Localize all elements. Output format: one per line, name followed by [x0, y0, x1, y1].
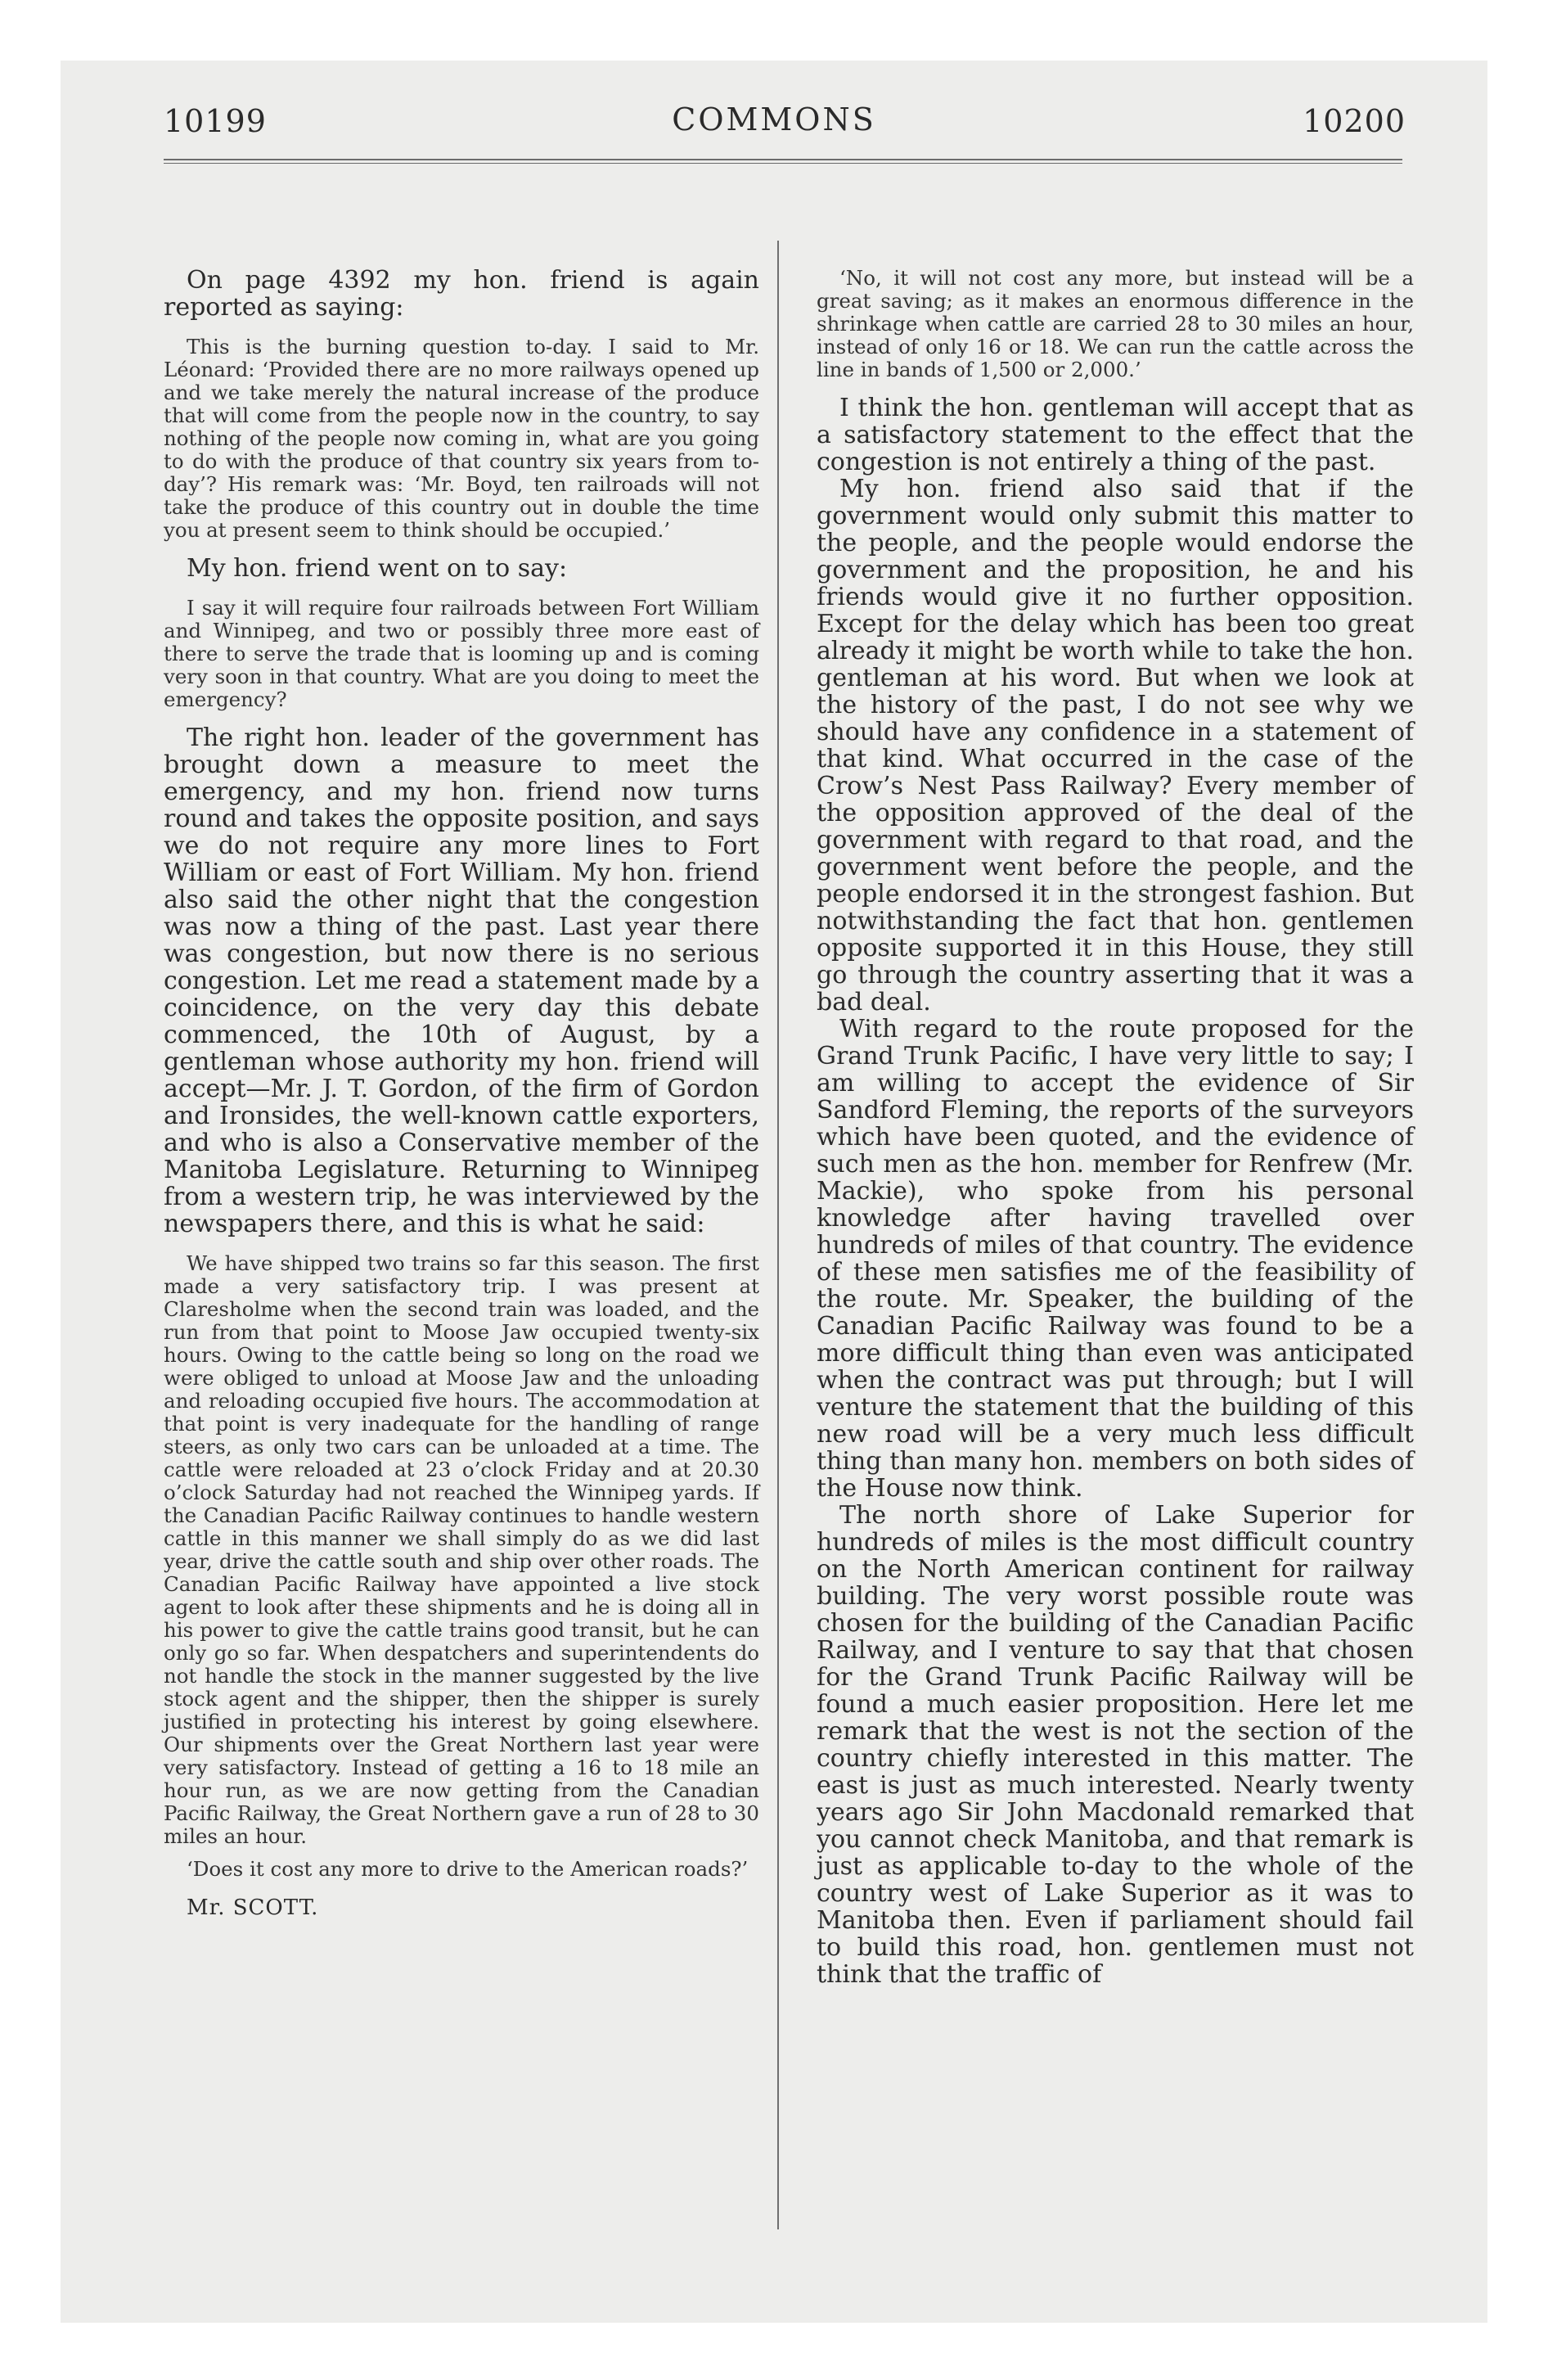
- paragraph: On page 4392 my hon. friend is again reported as saying:: [164, 266, 759, 322]
- paragraph: The north shore of Lake Superior for hundreds of miles is the most difficult country on the North American continent for railway building. The very worst possible route was chosen for the building of the Canadian Pacific Railway, and I venture to say that that chosen for the Grand Trunk Pacific Railway will be found a much easier proposition. Here let me remark that the west is not the section of the country chiefly interested in this matter. The east is just as much interested. Nearly twenty years ago Sir John Macdonald remarked that you cannot check Manitoba, and that remark is just as applicable to-day to the whole of the country west of Lake Superior as it was to Manitoba then. Even if parliament should fail to build this road, hon. gentlemen must not think that the traffic of: [817, 1501, 1414, 1989]
- header-rule-thin: [164, 163, 1402, 164]
- speaker-label: Mr. SCOTT.: [187, 1895, 319, 1920]
- paragraph: The right hon. leader of the government has brought down a measure to meet the emergency, and my hon. friend now turns round and takes the opposite position, and says we do not require any more lines to Fort William or east of Fort William. My hon. friend also said the other night that the congestion was now a thing of the past. Last year there was congestion, but now there is no serious congestion. Let me read a statement made by a coincidence, on the very day this debate commenced, the 10th of August, by a gentleman whose authority my hon. friend will accept—Mr. J. T. Gordon, of the firm of Gordon and Ironsides, the well-known cattle exporters, and who is also a Conservative member of the Manitoba Legislature. Returning to Winnipeg from a western trip, he was interviewed by the newspapers there, and this is what he said:: [164, 723, 759, 1238]
- paragraph: My hon. friend also said that if the government would only submit this matter to the people, and the people would endorse the government and the proposition, he and his friends would give it no further opposition. Except for the delay which has been too great already it might be worth while to take the hon. gentleman at his word. But when we look at the history of the past, I do not see why we should have any confidence in a statement of that kind. What occurred in the case of the Crow’s Nest Pass Railway? Every member of the opposition approved of the deal of the government with regard to that road, and the government went before the people, and the people endorsed it in the strongest fashion. But notwithstanding the fact that hon. gentlemen opposite supported it in this House, they still go through the country asserting that it was a bad deal.: [817, 475, 1414, 1016]
- column-divider: [777, 241, 779, 2229]
- quoted-passage: ‘No, it will not cost any more, but instead will be a great saving; as it makes an enormous difference in the shrinkage when cattle are carried 28 to 30 miles an hour, instead of only 16 or 18. We can run the cattle across the line in bands of 1,500 or 2,000.’: [817, 266, 1414, 381]
- page-number-left: 10199: [164, 103, 267, 139]
- quoted-passage: This is the burning question to-day. I said to Mr. Léonard: ‘Provided there are no more railways opened up and we take merely the natural increase of the produce that will come from the people now in the country, to say nothing of the people now coming in, what are you going to do with the produce of that country six years from to-day’? His remark was: ‘Mr. Boyd, ten railroads will not take the produce of this country out in double the time you at present seem to think should be occupied.’: [164, 335, 759, 542]
- running-title: COMMONS: [672, 101, 876, 137]
- header-rule: [164, 159, 1402, 160]
- quoted-question: ‘Does it cost any more to drive to the American roads?’: [187, 1857, 749, 1881]
- page-number-right: 10200: [1303, 103, 1406, 139]
- paragraph: My hon. friend went on to say:: [187, 554, 568, 583]
- paragraph: I think the hon. gentleman will accept that as a satisfactory statement to the effect that the congestion is not entirely a thing of the past.: [817, 394, 1414, 476]
- quoted-passage: I say it will require four railroads between Fort William and Winnipeg, and two or possibly three more east of there to serve the trade that is looming up and is coming very soon in that country. What are you doing to meet the emergency?: [164, 596, 759, 711]
- left-column: [164, 267, 759, 1920]
- quoted-passage: We have shipped two trains so far this season. The first made a very satisfactory trip. I was present at Claresholme when the second train was loaded, and the run from that point to Moose Jaw occupied twenty-six hours. Owing to the cattle being so long on the road we were obliged to unload at Moose Jaw and the unloading and reloading occupied five hours. The accommodation at that point is very inadequate for the handling of range steers, as only two cars can be unloaded at a time. The cattle were reloaded at 23 o’clock Friday and at 20.30 o’clock Saturday had not reached the Winnipeg yards. If the Canadian Pacific Railway continues to handle western cattle in this manner we shall simply do as we did last year, drive the cattle south and ship over other roads. The Canadian Pacific Railway have appointed a live stock agent to look after these shipments and he is doing all in his power to give the cattle trains good transit, but he can only go so far. When despatchers and superintendents do not handle the stock in the manner suggested by the live stock agent and the shipper, then the shipper is surely justified in protecting his interest by going elsewhere. Our shipments over the Great Northern last year were very satisfactory. Instead of getting a 16 to 18 mile an hour run, as we are now getting from the Canadian Pacific Railway, the Great Northern gave a run of 28 to 30 miles an hour.: [164, 1251, 759, 1848]
- paragraph: With regard to the route proposed for the Grand Trunk Pacific, I have very little to say; I am willing to accept the evidence of Sir Sandford Fleming, the reports of the surveyors which have been quoted, and the evidence of such men as the hon. member for Renfrew (Mr. Mackie), who spoke from his personal knowledge after having travelled over hundreds of miles of that country. The evidence of these men satisfies me of the feasibility of the route. Mr. Speaker, the building of the Canadian Pacific Railway was found to be a more difficult thing than even was anticipated when the contract was put through; but I will venture the statement that the building of this new road will be a very much less difficult thing than many hon. members on both sides of the House now think.: [817, 1015, 1414, 1503]
- right-column: [817, 267, 1414, 1988]
